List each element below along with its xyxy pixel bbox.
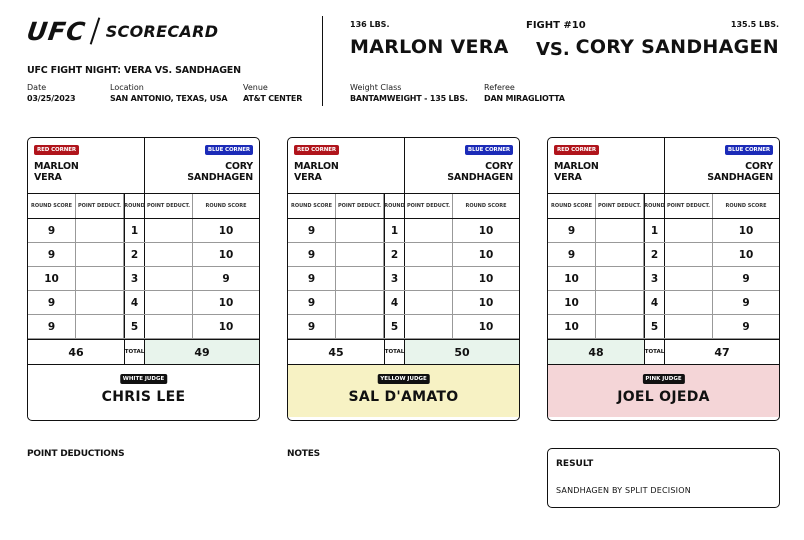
blue-point-deduction — [405, 291, 453, 314]
round-header: ROUND — [384, 194, 405, 218]
round-row — [288, 291, 519, 315]
blue-corner-header — [405, 138, 519, 193]
blue-fighter-weight: 135.5 LBS. — [730, 20, 779, 29]
red-round-score: 9 — [28, 243, 76, 266]
red-round-score: 10 — [548, 267, 596, 290]
red-corner-badge: RED CORNER — [554, 145, 599, 155]
round-row — [548, 267, 779, 291]
scorecard-title: SCORECARD — [105, 21, 219, 41]
round-rows — [548, 219, 779, 339]
red-total: 46 — [68, 345, 84, 359]
red-corner-header — [28, 138, 145, 193]
round-row — [28, 243, 259, 267]
red-fighter-weight: 136 LBS. — [350, 20, 390, 29]
judge-name: SAL D'AMATO — [348, 389, 459, 405]
blue-point-deduction — [145, 291, 193, 314]
blue-round-score: 10 — [478, 320, 494, 333]
red-corner-header — [548, 138, 665, 193]
venue-value: AT&T CENTER — [243, 94, 303, 103]
round-number: 5 — [124, 315, 145, 338]
red-first-name: MARLON — [34, 161, 79, 172]
point-deductions-title: POINT DEDUCTIONS — [27, 449, 125, 459]
red-round-score: 9 — [28, 315, 76, 338]
weight-class-value: BANTAMWEIGHT - 135 LBS. — [350, 94, 468, 103]
blue-corner-fighter — [187, 161, 253, 183]
round-number: 1 — [124, 219, 145, 242]
red-point-deduction — [336, 315, 384, 338]
judge-area — [548, 365, 779, 417]
blue-point-deduction — [405, 315, 453, 338]
round-row — [548, 291, 779, 315]
column-headers — [28, 194, 259, 219]
round-number: 2 — [644, 243, 665, 266]
location-label: Location — [110, 83, 144, 92]
blue-round-score: 10 — [478, 224, 494, 237]
red-corner-badge: RED CORNER — [34, 145, 79, 155]
red-round-score: 9 — [288, 315, 336, 338]
round-row — [288, 267, 519, 291]
red-last-name: VERA — [34, 172, 62, 183]
red-point-deduct-header: POINT DEDUCT. — [596, 194, 644, 218]
referee-value: DAN MIRAGLIOTTA — [484, 94, 565, 103]
blue-point-deduction — [665, 219, 713, 242]
blue-corner-badge: BLUE CORNER — [205, 145, 253, 155]
red-round-score: 9 — [548, 219, 596, 242]
blue-round-score: 9 — [742, 296, 750, 309]
total-row — [28, 339, 259, 365]
blue-point-deduct-header: POINT DEDUCT. — [145, 194, 193, 218]
blue-last-name: SANDHAGEN — [707, 172, 773, 183]
date-value: 03/25/2023 — [27, 94, 76, 103]
blue-first-name: CORY — [225, 161, 253, 172]
blue-total: 47 — [714, 345, 730, 359]
red-point-deduction — [76, 291, 124, 314]
round-row — [28, 291, 259, 315]
blue-last-name: SANDHAGEN — [447, 172, 513, 183]
judge-scorecard-1 — [27, 137, 260, 421]
round-number: 3 — [644, 267, 665, 290]
red-round-score: 9 — [288, 219, 336, 242]
judge-area — [288, 365, 519, 417]
round-number: 1 — [384, 219, 405, 242]
weight-class-label: Weight Class — [350, 83, 402, 92]
blue-point-deduction — [405, 243, 453, 266]
red-round-score: 9 — [548, 243, 596, 266]
total-row — [548, 339, 779, 365]
judge-scorecard-3 — [547, 137, 780, 421]
red-corner-fighter — [294, 161, 339, 183]
card-header — [288, 138, 519, 194]
blue-point-deduction — [665, 291, 713, 314]
event-name: UFC FIGHT NIGHT: VERA VS. SANDHAGEN — [27, 65, 241, 76]
judge-scorecard-2 — [287, 137, 520, 421]
red-point-deduction — [596, 315, 644, 338]
card-header — [28, 138, 259, 194]
round-header: ROUND — [124, 194, 145, 218]
blue-fighter-name: CORY SANDHAGEN — [575, 36, 779, 58]
column-headers — [288, 194, 519, 219]
location-value: SAN ANTONIO, TEXAS, USA — [110, 94, 228, 103]
blue-point-deduction — [145, 243, 193, 266]
red-first-name: MARLON — [554, 161, 599, 172]
blue-round-score: 10 — [738, 248, 754, 261]
versus-label: VS. — [536, 39, 570, 60]
red-point-deduction — [76, 243, 124, 266]
blue-round-score: 10 — [218, 248, 234, 261]
result-title: RESULT — [556, 459, 594, 469]
blue-round-score: 9 — [222, 272, 230, 285]
red-point-deduction — [336, 291, 384, 314]
blue-round-score: 9 — [742, 320, 750, 333]
brand-divider — [89, 17, 100, 44]
blue-round-score: 10 — [478, 296, 494, 309]
column-headers — [548, 194, 779, 219]
blue-point-deduction — [145, 267, 193, 290]
round-row — [288, 243, 519, 267]
date-label: Date — [27, 83, 47, 92]
blue-point-deduction — [405, 219, 453, 242]
blue-corner-header — [665, 138, 779, 193]
blue-point-deduction — [665, 267, 713, 290]
round-row — [548, 243, 779, 267]
red-point-deduction — [76, 219, 124, 242]
red-point-deduction — [76, 267, 124, 290]
round-row — [28, 315, 259, 339]
red-round-score: 9 — [28, 219, 76, 242]
round-number: 2 — [124, 243, 145, 266]
blue-point-deduction — [665, 243, 713, 266]
red-point-deduction — [596, 243, 644, 266]
round-row — [548, 219, 779, 243]
blue-round-score: 10 — [738, 224, 754, 237]
blue-round-score-header: ROUND SCORE — [725, 203, 767, 209]
result-text: SANDHAGEN BY SPLIT DECISION — [556, 486, 691, 495]
venue-label: Venue — [243, 83, 268, 92]
red-round-score-header: ROUND SCORE — [28, 194, 76, 218]
blue-point-deduct-header: POINT DEDUCT. — [405, 194, 453, 218]
total-row — [288, 339, 519, 365]
blue-last-name: SANDHAGEN — [187, 172, 253, 183]
red-last-name: VERA — [294, 172, 322, 183]
red-round-score: 10 — [28, 267, 76, 290]
total-label: TOTAL — [384, 340, 405, 364]
blue-round-score: 10 — [478, 272, 494, 285]
judge-color-badge: WHITE JUDGE — [120, 374, 168, 384]
round-number: 1 — [644, 219, 665, 242]
blue-round-score: 9 — [742, 272, 750, 285]
red-round-score: 10 — [548, 315, 596, 338]
round-row — [288, 315, 519, 339]
judge-name: CHRIS LEE — [101, 389, 186, 405]
round-number: 4 — [124, 291, 145, 314]
round-number: 3 — [124, 267, 145, 290]
round-number: 4 — [644, 291, 665, 314]
header-divider — [322, 16, 323, 106]
blue-round-score: 10 — [218, 320, 234, 333]
result-box — [547, 448, 780, 508]
red-total: 48 — [548, 340, 644, 364]
referee-label: Referee — [484, 83, 515, 92]
round-number: 3 — [384, 267, 405, 290]
blue-total: 50 — [405, 340, 519, 364]
brand — [24, 16, 219, 46]
blue-corner-fighter — [707, 161, 773, 183]
round-rows — [288, 219, 519, 339]
red-round-score: 9 — [288, 243, 336, 266]
red-fighter-name: MARLON VERA — [350, 36, 509, 58]
red-corner-fighter — [34, 161, 79, 183]
blue-corner-badge: BLUE CORNER — [465, 145, 513, 155]
red-total: 45 — [328, 345, 344, 359]
blue-point-deduction — [405, 267, 453, 290]
red-round-score-header: ROUND SCORE — [288, 194, 336, 218]
round-number: 5 — [644, 315, 665, 338]
blue-point-deduction — [145, 219, 193, 242]
notes-title: NOTES — [287, 449, 320, 459]
ufc-logo: UFC — [24, 16, 88, 46]
fight-number: FIGHT #10 — [526, 20, 586, 31]
blue-point-deduct-header: POINT DEDUCT. — [665, 194, 713, 218]
round-row — [288, 219, 519, 243]
red-point-deduction — [596, 219, 644, 242]
round-number: 5 — [384, 315, 405, 338]
round-rows — [28, 219, 259, 339]
round-row — [548, 315, 779, 339]
total-label: TOTAL — [124, 340, 145, 364]
red-point-deduction — [336, 267, 384, 290]
judge-area — [28, 365, 259, 417]
red-round-score: 9 — [28, 291, 76, 314]
red-point-deduct-header: POINT DEDUCT. — [336, 194, 384, 218]
red-point-deduction — [336, 219, 384, 242]
round-number: 4 — [384, 291, 405, 314]
red-round-score: 9 — [288, 267, 336, 290]
blue-corner-header — [145, 138, 259, 193]
judge-color-badge: PINK JUDGE — [642, 374, 684, 384]
red-corner-header — [288, 138, 405, 193]
blue-first-name: CORY — [485, 161, 513, 172]
red-point-deduction — [596, 267, 644, 290]
red-first-name: MARLON — [294, 161, 339, 172]
blue-corner-fighter — [447, 161, 513, 183]
judge-name: JOEL OJEDA — [617, 389, 710, 405]
blue-total: 49 — [145, 340, 259, 364]
total-label: TOTAL — [644, 340, 665, 364]
round-row — [28, 267, 259, 291]
blue-round-score: 10 — [218, 224, 234, 237]
red-point-deduction — [336, 243, 384, 266]
blue-round-score: 10 — [218, 296, 234, 309]
red-corner-fighter — [554, 161, 599, 183]
red-point-deduction — [596, 291, 644, 314]
red-round-score: 10 — [548, 291, 596, 314]
judge-color-badge: YELLOW JUDGE — [377, 374, 430, 384]
red-corner-badge: RED CORNER — [294, 145, 339, 155]
red-point-deduction — [76, 315, 124, 338]
blue-point-deduction — [145, 315, 193, 338]
red-last-name: VERA — [554, 172, 582, 183]
red-round-score: 9 — [288, 291, 336, 314]
red-round-score-header: ROUND SCORE — [548, 194, 596, 218]
blue-round-score-header: ROUND SCORE — [465, 203, 507, 209]
blue-first-name: CORY — [745, 161, 773, 172]
blue-corner-badge: BLUE CORNER — [725, 145, 773, 155]
round-header: ROUND — [644, 194, 665, 218]
blue-round-score: 10 — [478, 248, 494, 261]
round-number: 2 — [384, 243, 405, 266]
blue-round-score-header: ROUND SCORE — [205, 203, 247, 209]
round-row — [28, 219, 259, 243]
blue-point-deduction — [665, 315, 713, 338]
red-point-deduct-header: POINT DEDUCT. — [76, 194, 124, 218]
card-header — [548, 138, 779, 194]
